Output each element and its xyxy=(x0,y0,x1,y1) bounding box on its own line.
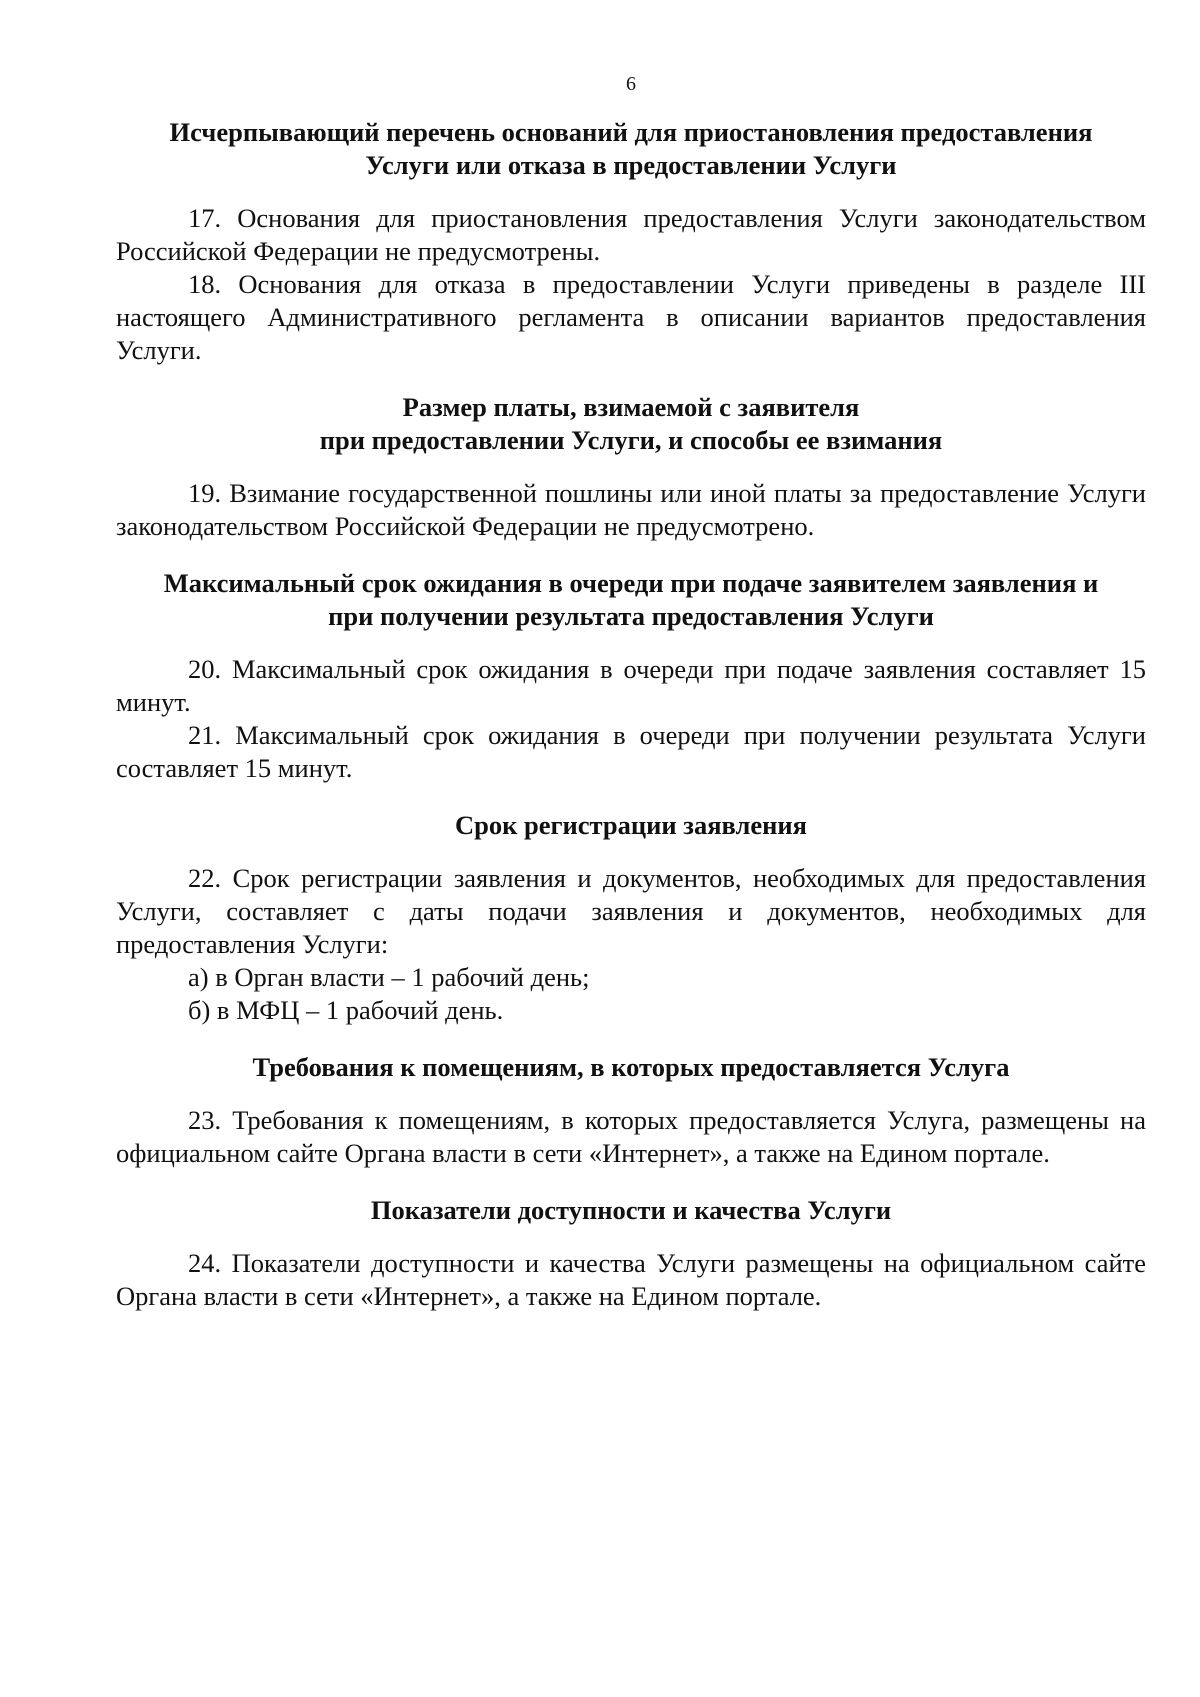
section-heading xyxy=(116,391,1146,457)
paragraph-23: 23. Требования к помещениям, в которых предоставляется Услуга, размещены на официальном сайте Органа власти в сети «Интернет», а также на Едином портале. xyxy=(116,1105,1146,1168)
paragraph-17: 17. Основания для приостановления предоставления Услуги законодательством Российской Федерации не предусмотрены. xyxy=(116,203,1146,266)
section-heading-line: Размер платы, взимаемой с заявителя xyxy=(402,392,860,422)
section-heading xyxy=(116,567,1146,633)
paragraph-19: 19. Взимание государственной пошлины или иной платы за предоставление Услуги законодательством Российской Федерации не предусмотрено. xyxy=(116,478,1146,541)
section-suspension-grounds xyxy=(116,116,1146,367)
section-heading xyxy=(116,116,1146,182)
paragraph-18: 18. Основания для отказа в предоставлении Услуги приведены в разделе III настоящего Административного регламента в описании вариантов предоставления Услуги. xyxy=(116,269,1146,365)
list-item: б) в МФЦ – 1 рабочий день. xyxy=(188,995,504,1025)
list-item: а) в Орган власти – 1 рабочий день; xyxy=(188,962,590,992)
section-queue-time xyxy=(116,567,1146,785)
section-heading-line: Максимальный срок ожидания в очереди при подаче заявителем заявления и xyxy=(163,568,1099,598)
section-heading xyxy=(116,1194,1146,1227)
section-heading-line: Срок регистрации заявления xyxy=(454,810,808,840)
section-quality-indicators xyxy=(116,1194,1146,1313)
section-heading-line: Услуги или отказа в предоставлении Услуги xyxy=(365,150,897,180)
document-body xyxy=(116,116,1146,1313)
section-premises-requirements xyxy=(116,1051,1146,1170)
paragraph-24: 24. Показатели доступности и качества Услуги размещены на официальном сайте Органа власти в сети «Интернет», а также на Едином портале. xyxy=(116,1248,1146,1311)
section-heading xyxy=(116,1051,1146,1084)
section-heading-line: при предоставлении Услуги, и способы ее взимания xyxy=(319,425,943,455)
section-fee xyxy=(116,391,1146,543)
section-heading xyxy=(116,809,1146,842)
section-heading-line: при получении результата предоставления Услуги xyxy=(328,601,934,631)
page-number: 6 xyxy=(626,73,636,95)
section-registration-term xyxy=(116,809,1146,1027)
paragraph-22: 22. Срок регистрации заявления и документов, необходимых для предоставления Услуги, составляет с даты подачи заявления и документов, необходимых для предоставления Услуги: xyxy=(116,863,1146,959)
paragraph-20: 20. Максимальный срок ожидания в очереди при подаче заявления составляет 15 минут. xyxy=(116,654,1146,717)
section-heading-line: Требования к помещениям, в которых предоставляется Услуга xyxy=(252,1052,1010,1082)
section-heading-line: Исчерпывающий перечень оснований для приостановления предоставления xyxy=(169,117,1093,147)
paragraph-21: 21. Максимальный срок ожидания в очереди при получении результата Услуги составляет 15 минут. xyxy=(116,720,1146,783)
section-heading-line: Показатели доступности и качества Услуги xyxy=(370,1195,892,1225)
